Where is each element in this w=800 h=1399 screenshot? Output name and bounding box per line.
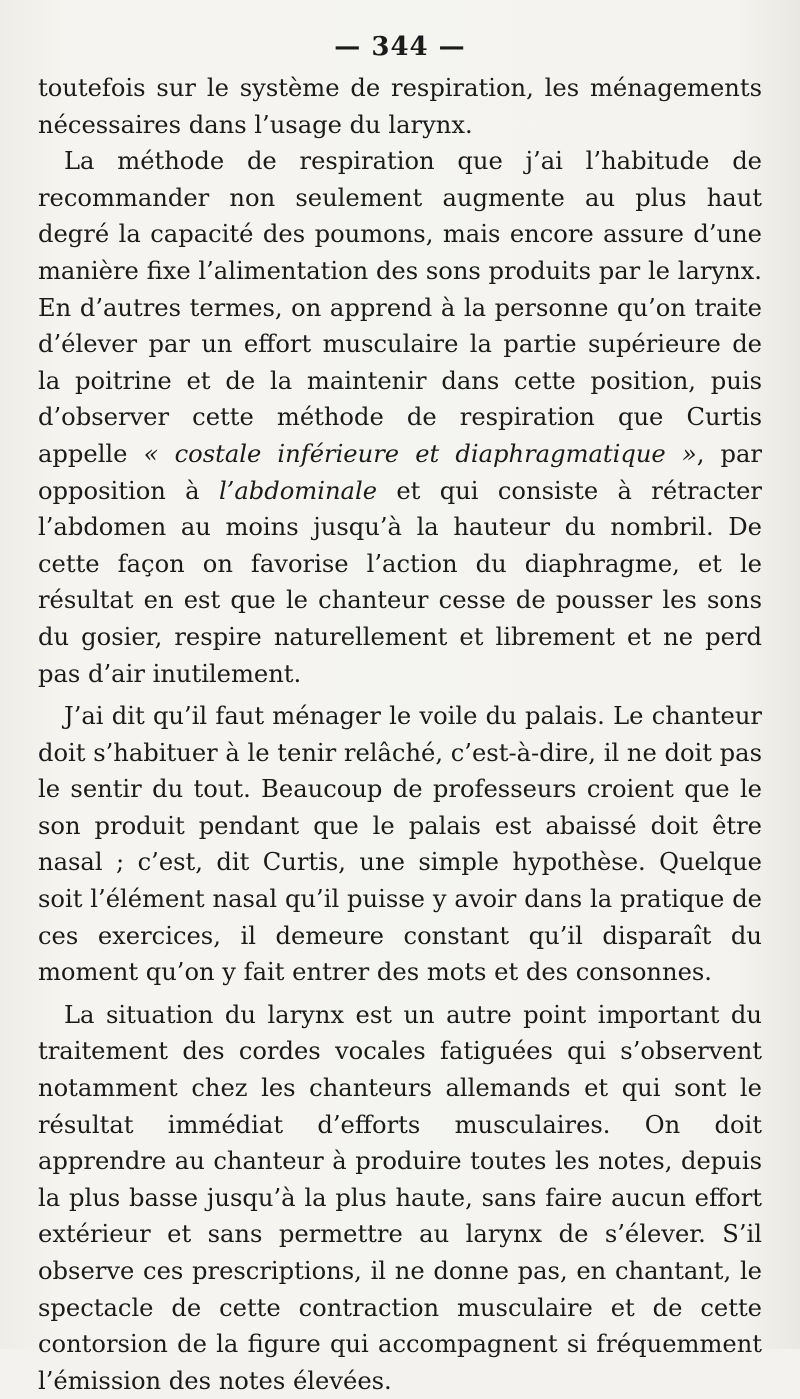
paragraph-continuation: toutefois sur le système de respiration, les ménagements nécessaires dans l’usage du larynx. [38,74,762,139]
italic-term-abdominale: l’abdominale [218,476,378,505]
body-text [38,70,762,1399]
paragraph-larynx-situation: La situation du larynx est un autre point important du traitement des cordes vocales fatiguées qui s’observent notamment chez les chanteurs allemands et qui sont le résultat immédiat d’efforts musculaires. On doit apprendre au chanteur à produire toutes les notes, depuis la plus basse jusqu’à la plus haute, sans faire aucun effort extérieur et sans permettre au larynx de s’élever. S’il observe ces prescriptions, il ne donne pas, en chantant, le spectacle de cette contraction musculaire et de cette contorsion de la figure qui accompagnent si fréquemment l’émission des notes élevées. [38,1000,762,1395]
text-run: , par opposition à [38,439,762,505]
text-run: La méthode de respiration que j’ai l’habitude de recommander non seulement augmente au plus haut degré la capacité des poumons, mais encore assure d’une manière fixe l’alimentation des sons produits par le larynx. En d’autres termes, on apprend à la personne qu’on traite d’élever par un effort musculaire la partie supérieure de la poitrine et de la maintenir dans cette position, puis d’observer cette méthode de respiration que Curtis appelle [38,147,762,468]
paragraph-respiration-method [38,143,762,692]
page-number: — 344 — [334,32,466,62]
paragraph-voile-du-palais: J’ai dit qu’il faut ménager le voile du palais. Le chanteur doit s’habituer à le tenir relâché, c’est-à-dire, il ne doit pas le sentir du tout. Beaucoup de professeurs croient que le son produit pendant que le palais est abaissé doit être nasal ; c’est, dit Curtis, une simple hypothèse. Quelque soit l’élément nasal qu’il puisse y avoir dans la pratique de ces exercices, il demeure constant qu’il disparaît du moment qu’on y fait entrer des mots et des consonnes. [38,702,762,987]
text-run: et qui consiste à rétracter l’abdomen au moins jusqu’à la hauteur du nombril. De cette façon on favorise l’action du diaphragme, et le résultat en est que le chanteur cesse de pousser les sons du gosier, respire naturellement et librement et ne perd pas d’air inutilement. [38,476,762,688]
italic-term-costale: « costale inférieure et diaphragmatique » [143,439,697,468]
